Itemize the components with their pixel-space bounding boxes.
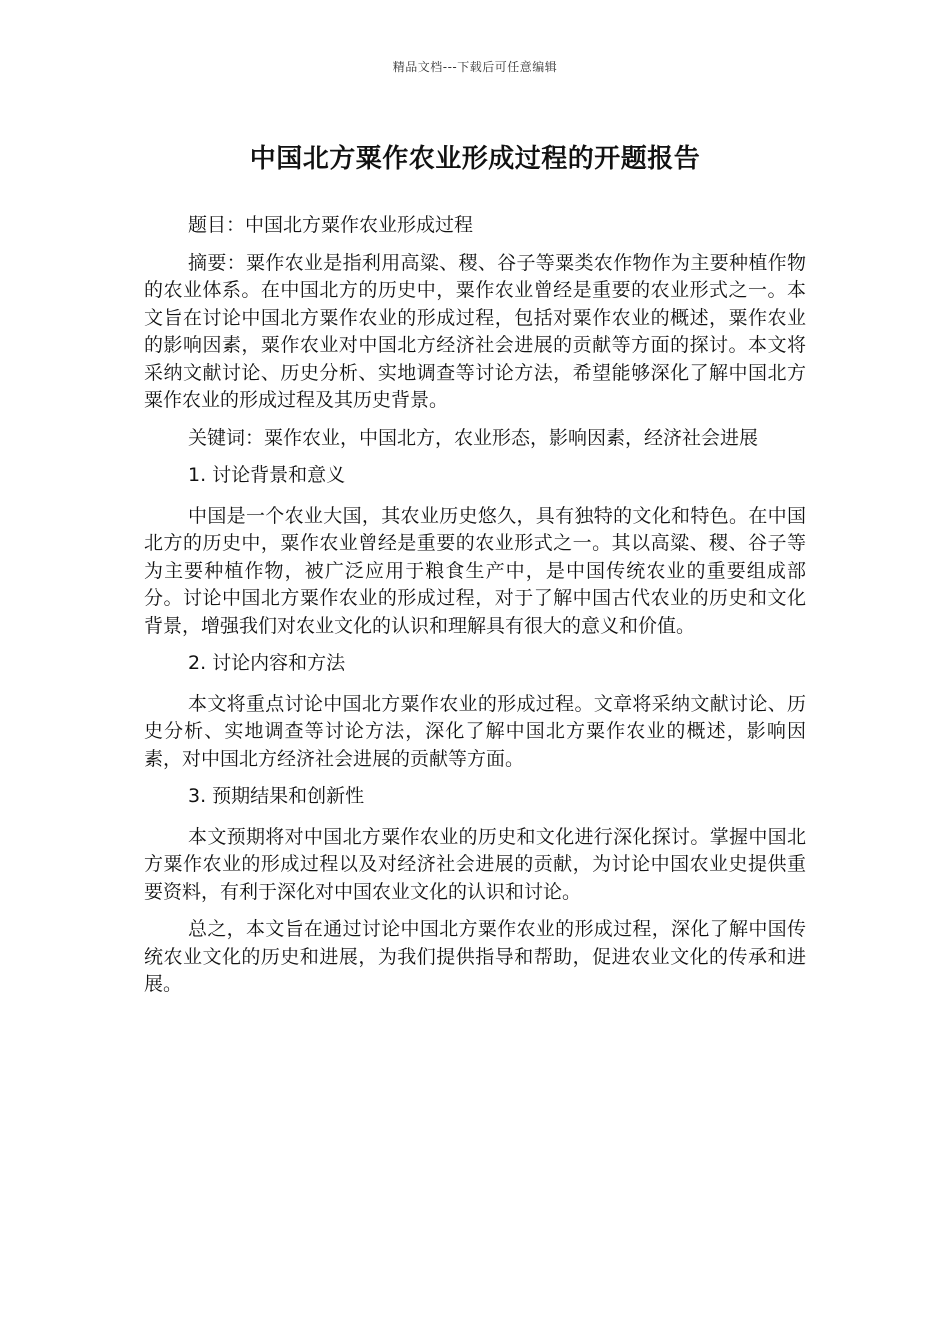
background-paragraph: 中国是一个农业大国，其农业历史悠久，具有独特的文化和特色。在中国北方的历史中，粟作农业曾经是重要的农业形式之一。其以高粱、稷、谷子等为主要种植作物，被广泛应用于粮食生产中，是中国传统农业的重要组成部分。讨论中国北方粟作农业的形成过程，对于了解中国古代农业的历史和文化背景，增强我们对农业文化的认识和理解具有很大的意义和价值。 xyxy=(144,504,806,637)
abstract-paragraph: 摘要：粟作农业是指利用高粱、稷、谷子等粟类农作物作为主要种植作物的农业体系。在中国北方的历史中，粟作农业曾经是重要的农业形式之一。本文旨在讨论中国北方粟作农业的形成过程，包括对粟作农业的概述，粟作农业的影响因素，粟作农业对中国北方经济社会进展的贡献等方面的探讨。本文将采纳文献讨论、历史分析、实地调查等讨论方法，希望能够深化了解中国北方粟作农业的形成过程及其历史背景。 xyxy=(144,251,806,411)
keywords-paragraph: 关键词：粟作农业，中国北方，农业形态，影响因素，经济社会进展 xyxy=(188,426,759,449)
section-heading-methods: 2. 讨论内容和方法 xyxy=(188,652,346,674)
document-body xyxy=(144,212,806,1009)
topic-paragraph: 题目：中国北方粟作农业形成过程 xyxy=(188,214,474,236)
header-note: 精品文档---下载后可任意编辑 xyxy=(392,60,558,74)
methods-paragraph: 本文将重点讨论中国北方粟作农业的形成过程。文章将采纳文献讨论、历史分析、实地调查等讨论方法，深化了解中国北方粟作农业的概述，影响因素，对中国北方经济社会进展的贡献等方面。 xyxy=(144,692,806,770)
section-heading-background: 1. 讨论背景和意义 xyxy=(188,464,346,486)
expected-results-paragraph: 本文预期将对中国北方粟作农业的历史和文化进行深化探讨。掌握中国北方粟作农业的形成过程以及对经济社会进展的贡献，为讨论中国农业史提供重要资料，有利于深化对中国农业文化的认识和讨论。 xyxy=(144,825,806,903)
section-heading-expected-results: 3. 预期结果和创新性 xyxy=(188,785,365,807)
conclusion-paragraph: 总之，本文旨在通过讨论中国北方粟作农业的形成过程，深化了解中国传统农业文化的历史和进展，为我们提供指导和帮助，促进农业文化的传承和进展。 xyxy=(144,918,806,995)
page-title: 中国北方粟作农业形成过程的开题报告 xyxy=(249,144,701,174)
